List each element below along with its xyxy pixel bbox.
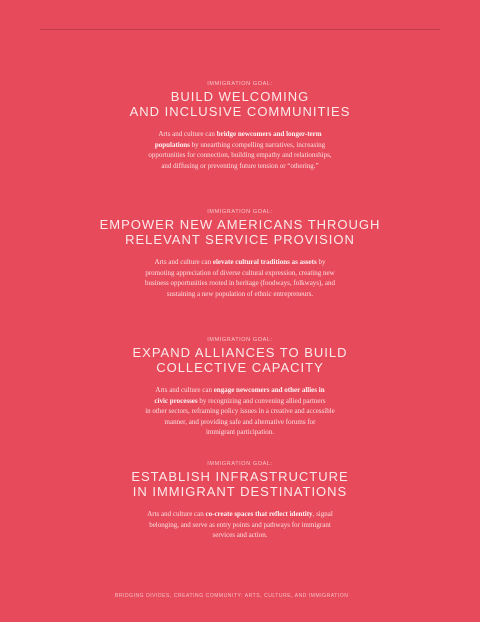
goal-body-emphasis: co-create spaces that reflect identity xyxy=(205,510,313,518)
top-divider xyxy=(40,29,440,30)
goal-body-text: , signal xyxy=(312,510,333,518)
goal-body-line: sustaining a new population of ethnic entrepreneurs. xyxy=(166,289,314,298)
goal-heading-line: RELEVANT SERVICE PROVISION xyxy=(125,232,355,247)
goal-body-line xyxy=(0,140,480,151)
goal-body-text: Arts and culture can xyxy=(154,258,213,266)
goal-eyebrow: IMMIGRATION GOAL: xyxy=(207,461,273,467)
goal-body-line: promoting appreciation of diverse cultural expression, creating new xyxy=(145,268,335,277)
goal-body-line xyxy=(0,129,480,140)
goal-body-line xyxy=(0,509,480,520)
goal-body-line: in other sectors, reframing policy issues in a creative and accessible xyxy=(145,407,335,415)
goal-body xyxy=(0,129,480,171)
goal-heading-line: ESTABLISH INFRASTRUCTURE xyxy=(131,469,349,484)
goal-heading-line: AND INCLUSIVE COMMUNITIES xyxy=(129,104,351,119)
goal-heading xyxy=(0,469,480,499)
goal-heading xyxy=(0,217,480,247)
goal-section-welcoming xyxy=(0,80,480,171)
goal-eyebrow: IMMIGRATION GOAL: xyxy=(207,81,273,87)
goal-body-line: business opportunities rooted in heritage (foodways, folkways), and xyxy=(145,279,335,287)
goal-heading-line: IN IMMIGRANT DESTINATIONS xyxy=(132,484,348,499)
goal-body-line xyxy=(0,385,480,396)
goal-body-line xyxy=(0,396,480,407)
page-footer: BRIDGING DIVIDES, CREATING COMMUNITY: ARTS, CULTURE, AND IMMIGRATION xyxy=(115,593,349,599)
goal-body-line: opportunities for connection, building empathy and relationships, xyxy=(148,151,332,159)
goal-body-text: by recognizing and convening allied partners xyxy=(197,396,326,405)
goal-body-line: and diffusing or preventing future tension or “othering.” xyxy=(161,161,319,170)
goal-body xyxy=(0,509,480,541)
goal-body-text: Arts and culture can xyxy=(158,130,217,138)
goal-eyebrow: IMMIGRATION GOAL: xyxy=(207,337,273,343)
goal-heading-line: EMPOWER NEW AMERICANS THROUGH xyxy=(99,217,381,232)
goal-body-emphasis: civic processes xyxy=(154,396,198,405)
goal-heading-line: COLLECTIVE CAPACITY xyxy=(156,360,324,375)
goal-body-emphasis: elevate cultural traditions as assets xyxy=(212,258,317,266)
goal-heading-line: BUILD WELCOMING xyxy=(170,89,310,104)
goal-body-line: belonging, and serve as entry points and pathways for immigrant xyxy=(149,520,331,529)
goal-body-line: services and action. xyxy=(212,531,268,539)
goal-eyebrow: IMMIGRATION GOAL: xyxy=(207,209,273,215)
goal-heading xyxy=(0,345,480,375)
goal-heading xyxy=(0,89,480,119)
goal-section-alliances xyxy=(0,336,480,438)
goal-body-emphasis: populations xyxy=(154,140,190,149)
goal-body-text: Arts and culture can xyxy=(147,510,206,518)
goal-body-text: Arts and culture can xyxy=(155,386,214,394)
goal-body xyxy=(0,385,480,438)
goal-body-line: manner, and providing safe and alternative forums for xyxy=(164,417,316,426)
goal-body-line: immigrant participation. xyxy=(205,428,275,436)
goal-body-emphasis: engage newcomers and other allies in xyxy=(213,386,325,394)
goal-body xyxy=(0,257,480,299)
goal-section-empower xyxy=(0,208,480,299)
goal-body-line xyxy=(0,257,480,268)
goal-heading-line: EXPAND ALLIANCES TO BUILD xyxy=(132,345,348,360)
goal-body-text: by xyxy=(316,258,326,266)
goal-body-text: by unearthing compelling narratives, increasing xyxy=(189,140,326,149)
goal-section-infrastructure xyxy=(0,460,480,541)
goal-body-emphasis: bridge newcomers and longer-term xyxy=(216,130,322,138)
